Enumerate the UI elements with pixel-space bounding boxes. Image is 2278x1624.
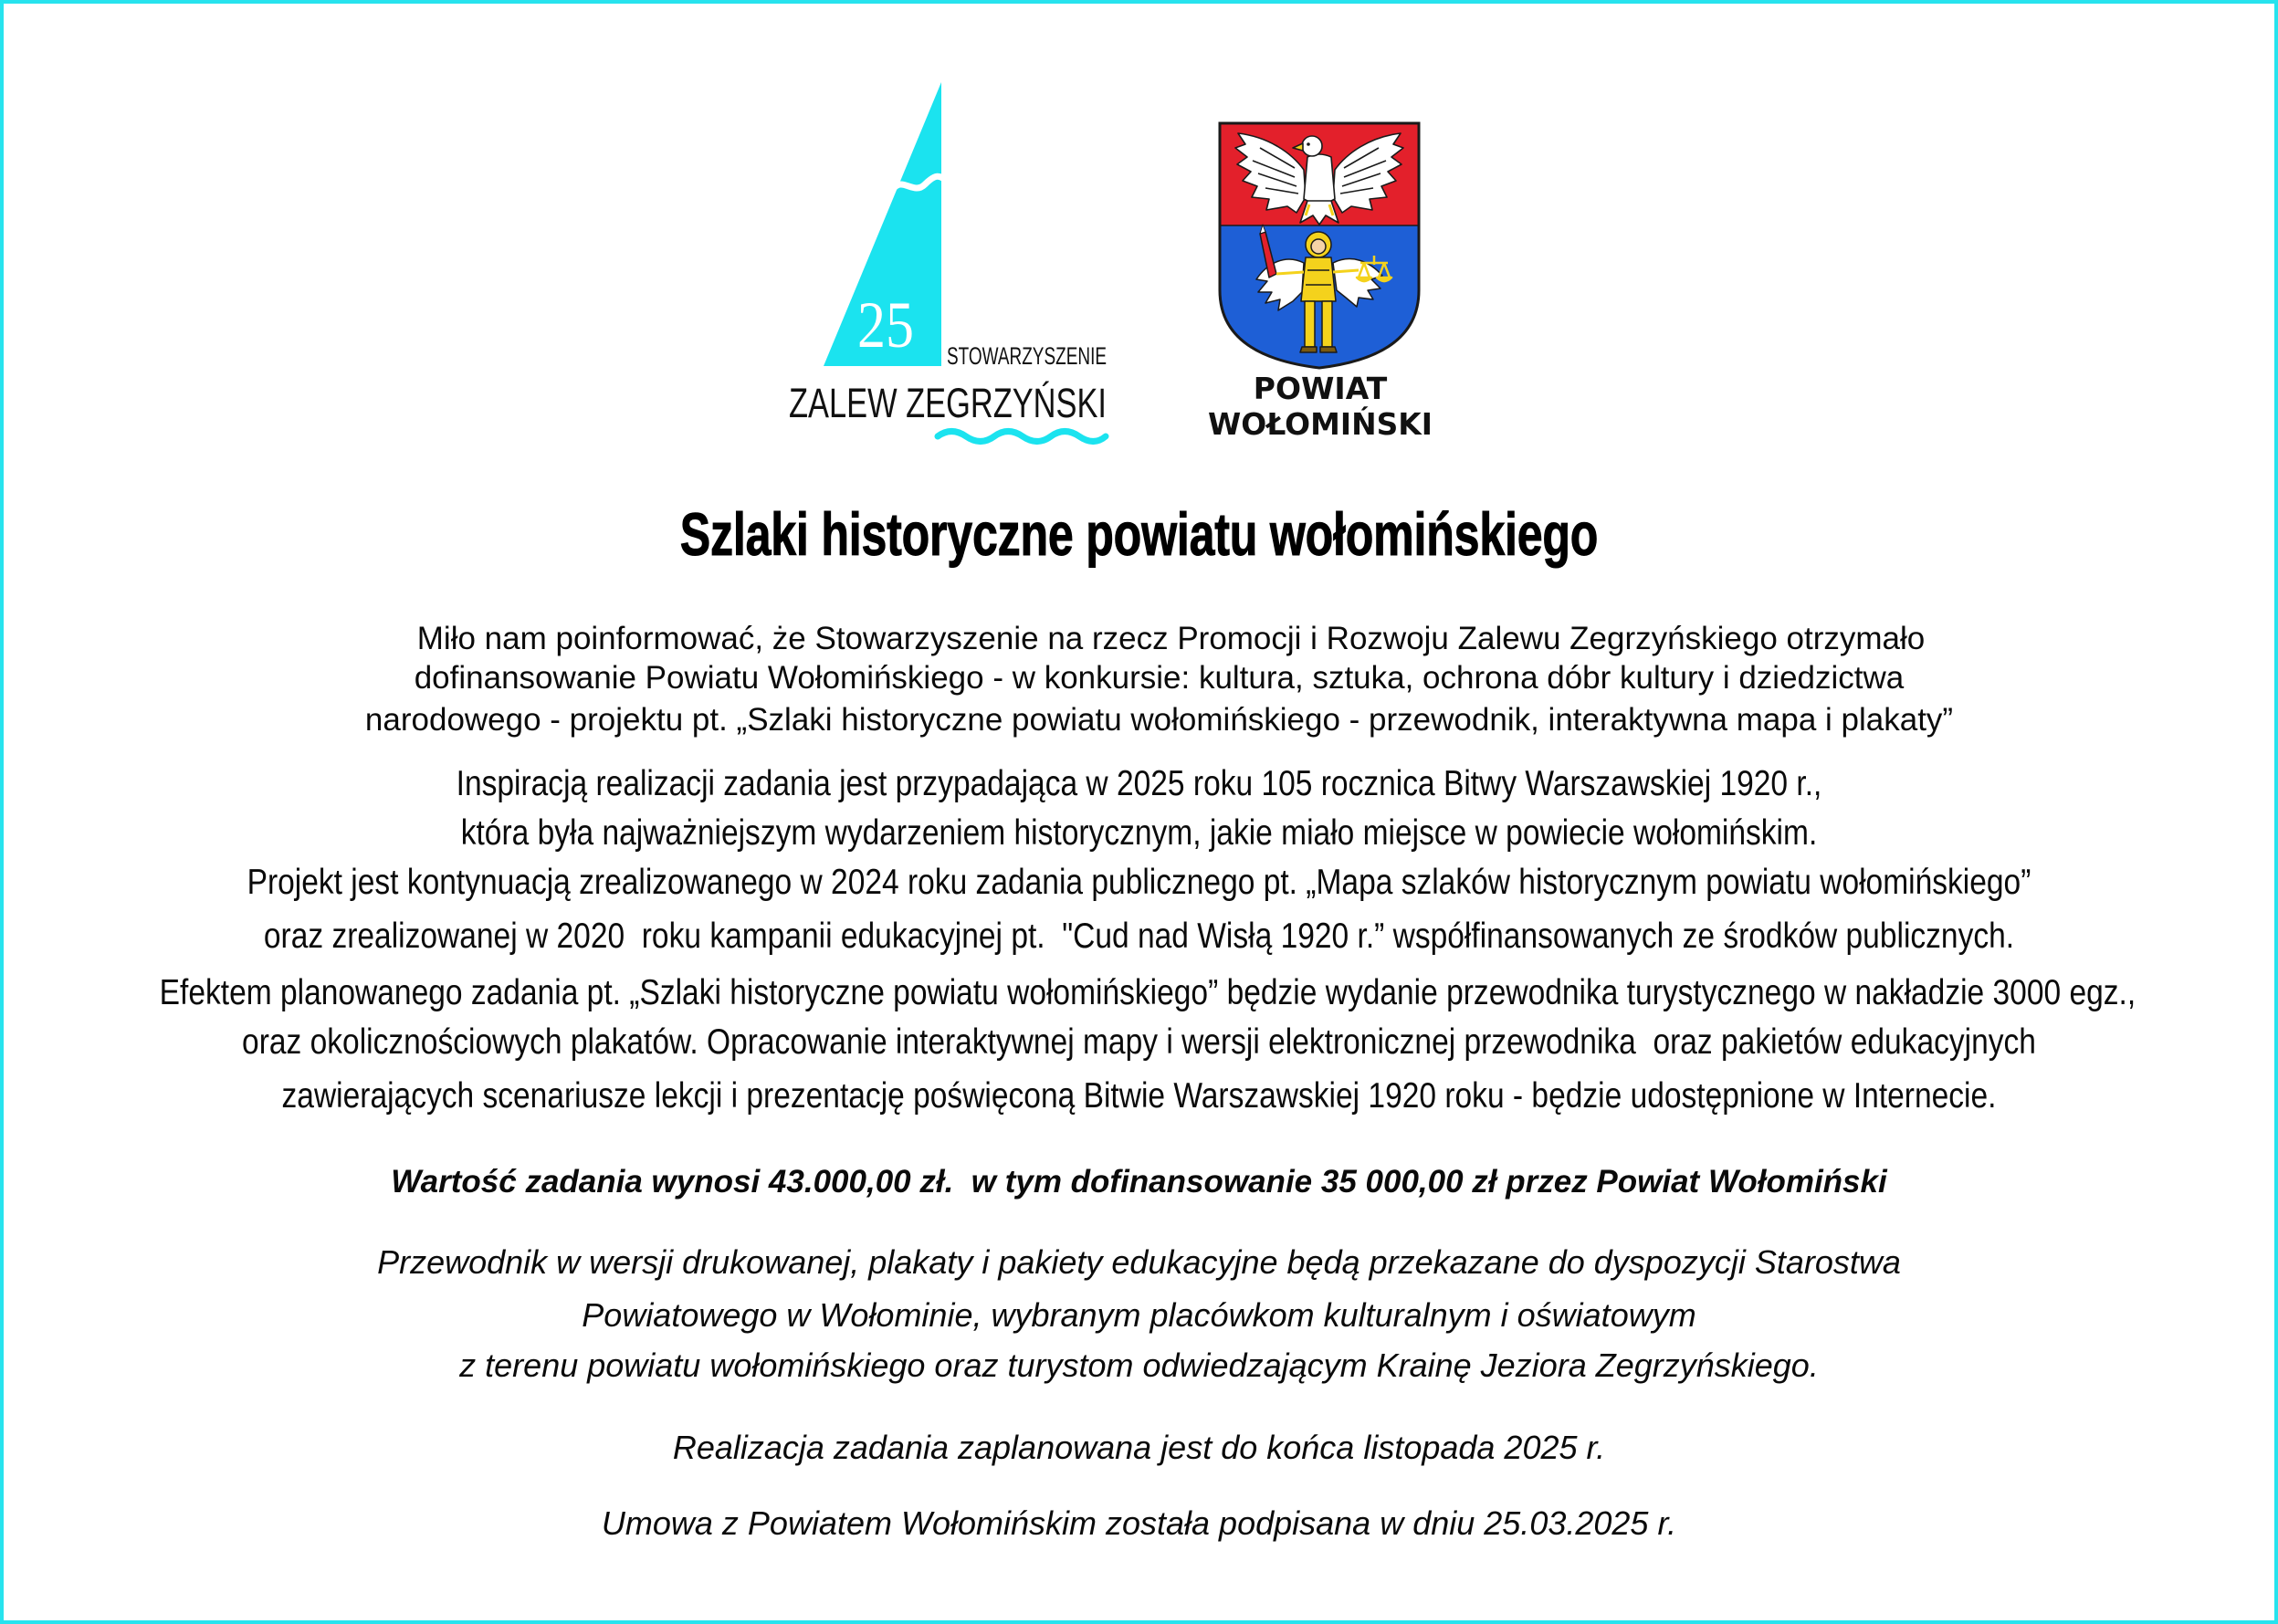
distribution-line: Powiatowego w Wołominie, wybranym placówkom kulturalnym i oświatowym: [582, 1296, 1696, 1334]
waves-icon: [938, 432, 1106, 442]
description-line: oraz okolicznościowych plakatów. Opracowanie interaktywnej mapy i wersji elektronicznej przewodnika oraz pakietów edukacyjnych: [242, 1022, 2036, 1062]
description-line: oraz zrealizowanej w 2020 roku kampanii edukacyjnej pt. "Cud nad Wisłą 1920 r.” współfinansowanych ze środków publicznych.: [263, 917, 2015, 956]
description-line: Projekt jest kontynuacją zrealizowanego w 2024 roku zadania publicznego pt. „Mapa szlaków historycznym powiatu wołomińskiego”: [247, 863, 2031, 902]
distribution-line: Przewodnik w wersji drukowanej, plakaty i pakiety edukacyjne będą przekazane do dyspozycji Starostwa: [377, 1243, 1901, 1281]
anniversary-number: 25: [857, 288, 914, 361]
association-name: ZALEW ZEGRZYŃSKI: [789, 380, 1107, 426]
association-logo: [781, 77, 1114, 451]
description-line: która była najważniejszym wydarzeniem historycznym, jakie miało miejsce w powiecie wołomińskim.: [460, 813, 1818, 853]
intro-line: dofinansowanie Powiatu Wołomińskiego - w konkursie: kultura, sztuka, ochrona dóbr kultury i dziedzictwa: [414, 660, 1905, 696]
agreement-note: Umowa z Powiatem Wołomińskim została podpisana w dniu 25.03.2025 r.: [601, 1504, 1677, 1542]
funding-statement: Wartość zadania wynosi 43.000,00 zł. w tym dofinansowanie 35 000,00 zł przez Powiat Wołomiński: [391, 1164, 1887, 1200]
description-line: zawierających scenariusze lekcji i prezentację poświęconą Bitwie Warszawskiej 1920 roku - będzie udostępnione w Internecie.: [281, 1076, 1997, 1116]
armor-icon: [1301, 257, 1336, 301]
distribution-line: z terenu powiatu wołomińskiego oraz turystom odwiedzającym Krainę Jeziora Zegrzyńskiego.: [459, 1346, 1819, 1384]
description-line: Efektem planowanego zadania pt. „Szlaki historyczne powiatu wołomińskiego” będzie wydanie przewodnika turystycznego w nakładzie 3000 egz.,: [159, 973, 2136, 1012]
association-label-small: STOWARZYSZENIE: [947, 342, 1107, 370]
intro-line: narodowego - projektu pt. „Szlaki historyczne powiatu wołomińskiego - przewodnik, interaktywna mapa i plakaty”: [364, 702, 1954, 738]
page-title: Szlaki historyczne powiatu wołomińskiego: [679, 500, 1599, 568]
intro-line: Miło nam poinformować, że Stowarzyszenie na rzecz Promocji i Rozwoju Zalewu Zegrzyńskiego otrzymało: [416, 621, 1926, 656]
county-coat-of-arms: [1205, 117, 1443, 445]
schedule-note: Realizacja zadania zaplanowana jest do końca listopada 2025 r.: [672, 1429, 1606, 1466]
description-line: Inspiracją realizacji zadania jest przypadająca w 2025 roku 105 rocznica Bitwy Warszawskiej 1920 r.,: [456, 764, 1822, 803]
county-label-bottom: WOŁOMIŃSKI: [1208, 406, 1433, 442]
county-label-top: POWIAT: [1253, 371, 1388, 406]
